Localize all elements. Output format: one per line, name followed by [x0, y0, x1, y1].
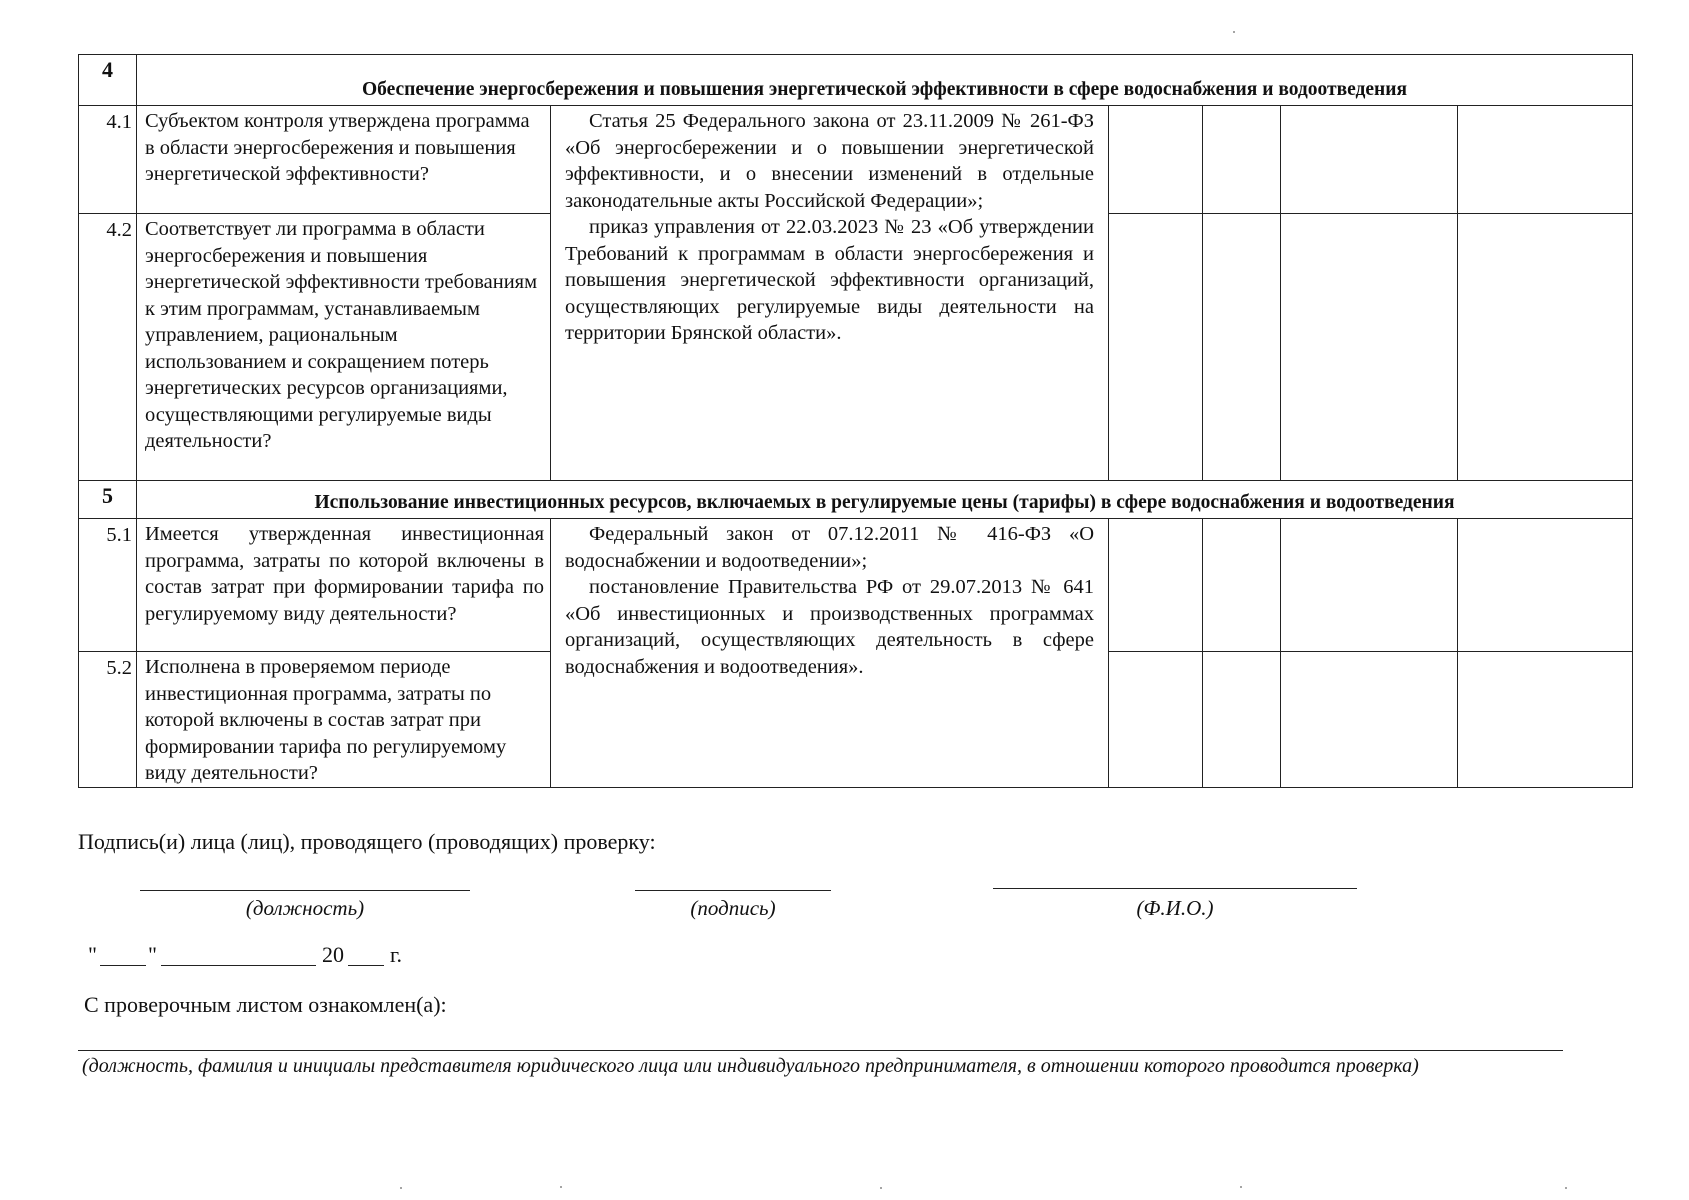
answer-cell-yes[interactable] — [1109, 214, 1203, 481]
legal-basis-paragraph: приказ управления от 22.03.2023 № 23 «Об утверждении Требований к программам в области энергосбережения и повышения энергетической эффективности организаций, осуществляющих регулируемые виды деятельности на территории Брянской области». — [565, 216, 1094, 344]
answer-cell-no[interactable] — [1203, 519, 1281, 652]
section-4-title: Обеспечение энергосбережения и повышения энергетической эффективности в сфере водоснабжения и водоотведения — [137, 55, 1633, 106]
legal-basis-paragraph: Статья 25 Федерального закона от 23.11.2009 № 261-ФЗ «Об энергосбережении и о повышении энергетической эффективности, и о внесении изменений в отдельные законодательные акты Российской Федерации»; — [565, 110, 1094, 212]
scan-speck — [880, 1187, 882, 1189]
answer-cell-no[interactable] — [1203, 652, 1281, 788]
acknowledgement-caption: (должность, фамилия и инициалы представителя юридического лица или индивидуального предпринимателя, в отношении которого проводится проверка) — [82, 1055, 1419, 1077]
date-month-line[interactable] — [161, 965, 316, 966]
acknowledgement-heading: С проверочным листом ознакомлен(а): — [84, 992, 447, 1017]
section-5-title: Использование инвестиционных ресурсов, включаемых в регулируемые цены (тарифы) в сфере водоснабжения и водоотведения — [137, 481, 1633, 519]
date-quote-close: " — [148, 942, 157, 967]
scan-speck — [560, 1186, 562, 1188]
scan-speck — [1565, 1187, 1567, 1189]
item-5-1-question: Имеется утвержденная инвестиционная программа, затраты по которой включены в состав затрат при формировании тарифа по регулируемому виду деятельности? — [137, 519, 551, 652]
item-4-1-number: 4.1 — [79, 106, 137, 214]
scan-speck — [1233, 31, 1235, 33]
scan-speck — [1240, 1186, 1242, 1188]
answer-cell-na[interactable] — [1281, 106, 1458, 214]
signature-heading: Подпись(и) лица (лиц), проводящего (проводящих) проверку: — [78, 829, 656, 854]
section-5-header-row — [79, 481, 1633, 519]
answer-cell-na[interactable] — [1281, 652, 1458, 788]
item-4-2-number: 4.2 — [79, 214, 137, 481]
checklist-table — [78, 54, 1633, 788]
position-signature-line[interactable] — [140, 890, 470, 891]
answer-cell-note[interactable] — [1458, 214, 1633, 481]
answer-cell-no[interactable] — [1203, 106, 1281, 214]
date-quote-open: " — [88, 942, 97, 967]
answer-cell-no[interactable] — [1203, 214, 1281, 481]
answer-cell-na[interactable] — [1281, 214, 1458, 481]
date-year-prefix: 20 — [322, 942, 344, 967]
name-caption: (Ф.И.О.) — [1136, 896, 1214, 920]
acknowledgement-line[interactable] — [78, 1050, 1563, 1051]
signature-caption: (подпись) — [690, 896, 776, 920]
item-4-1-row — [79, 106, 1633, 214]
date-year-line[interactable] — [348, 965, 384, 966]
name-signature-line[interactable] — [993, 888, 1357, 889]
section-4-legal-basis — [551, 106, 1109, 481]
date-day-line[interactable] — [100, 965, 146, 966]
date-year-suffix: г. — [390, 942, 403, 967]
answer-cell-yes[interactable] — [1109, 519, 1203, 652]
item-4-1-question: Субъектом контроля утверждена программа в области энергосбережения и повышения энергетической эффективности? — [137, 106, 551, 214]
answer-cell-note[interactable] — [1458, 106, 1633, 214]
item-5-2-question: Исполнена в проверяемом периоде инвестиционная программа, затраты по которой включены в состав затрат при формировании тарифа по регулируемому виду деятельности? — [137, 652, 551, 788]
section-4-number: 4 — [79, 55, 137, 106]
item-5-2-number: 5.2 — [79, 652, 137, 788]
answer-cell-note[interactable] — [1458, 652, 1633, 788]
item-5-1-number: 5.1 — [79, 519, 137, 652]
scan-speck — [400, 1187, 402, 1189]
answer-cell-yes[interactable] — [1109, 652, 1203, 788]
answer-cell-note[interactable] — [1458, 519, 1633, 652]
legal-basis-paragraph: постановление Правительства РФ от 29.07.2013 № 641 «Об инвестиционных и производственных программах организаций, осуществляющих деятельность в сфере водоснабжения и водоотведения». — [565, 576, 1094, 678]
position-caption: (должность) — [245, 896, 365, 920]
item-5-1-row — [79, 519, 1633, 652]
answer-cell-yes[interactable] — [1109, 106, 1203, 214]
signature-line[interactable] — [635, 890, 831, 891]
section-5-number: 5 — [79, 481, 137, 519]
answer-cell-na[interactable] — [1281, 519, 1458, 652]
item-4-2-question: Соответствует ли программа в области энергосбережения и повышения энергетической эффективности требованиям к этим программам, устанавливаемым управлением, рациональным использованием и сокращением потерь энергетических ресурсов организациями, осуществляющими регулируемые виды деятельности? — [137, 214, 551, 481]
section-5-legal-basis — [551, 519, 1109, 788]
section-4-header-row — [79, 55, 1633, 106]
legal-basis-paragraph: Федеральный закон от 07.12.2011 № 416-ФЗ «О водоснабжении и водоотведении»; — [565, 523, 1094, 572]
